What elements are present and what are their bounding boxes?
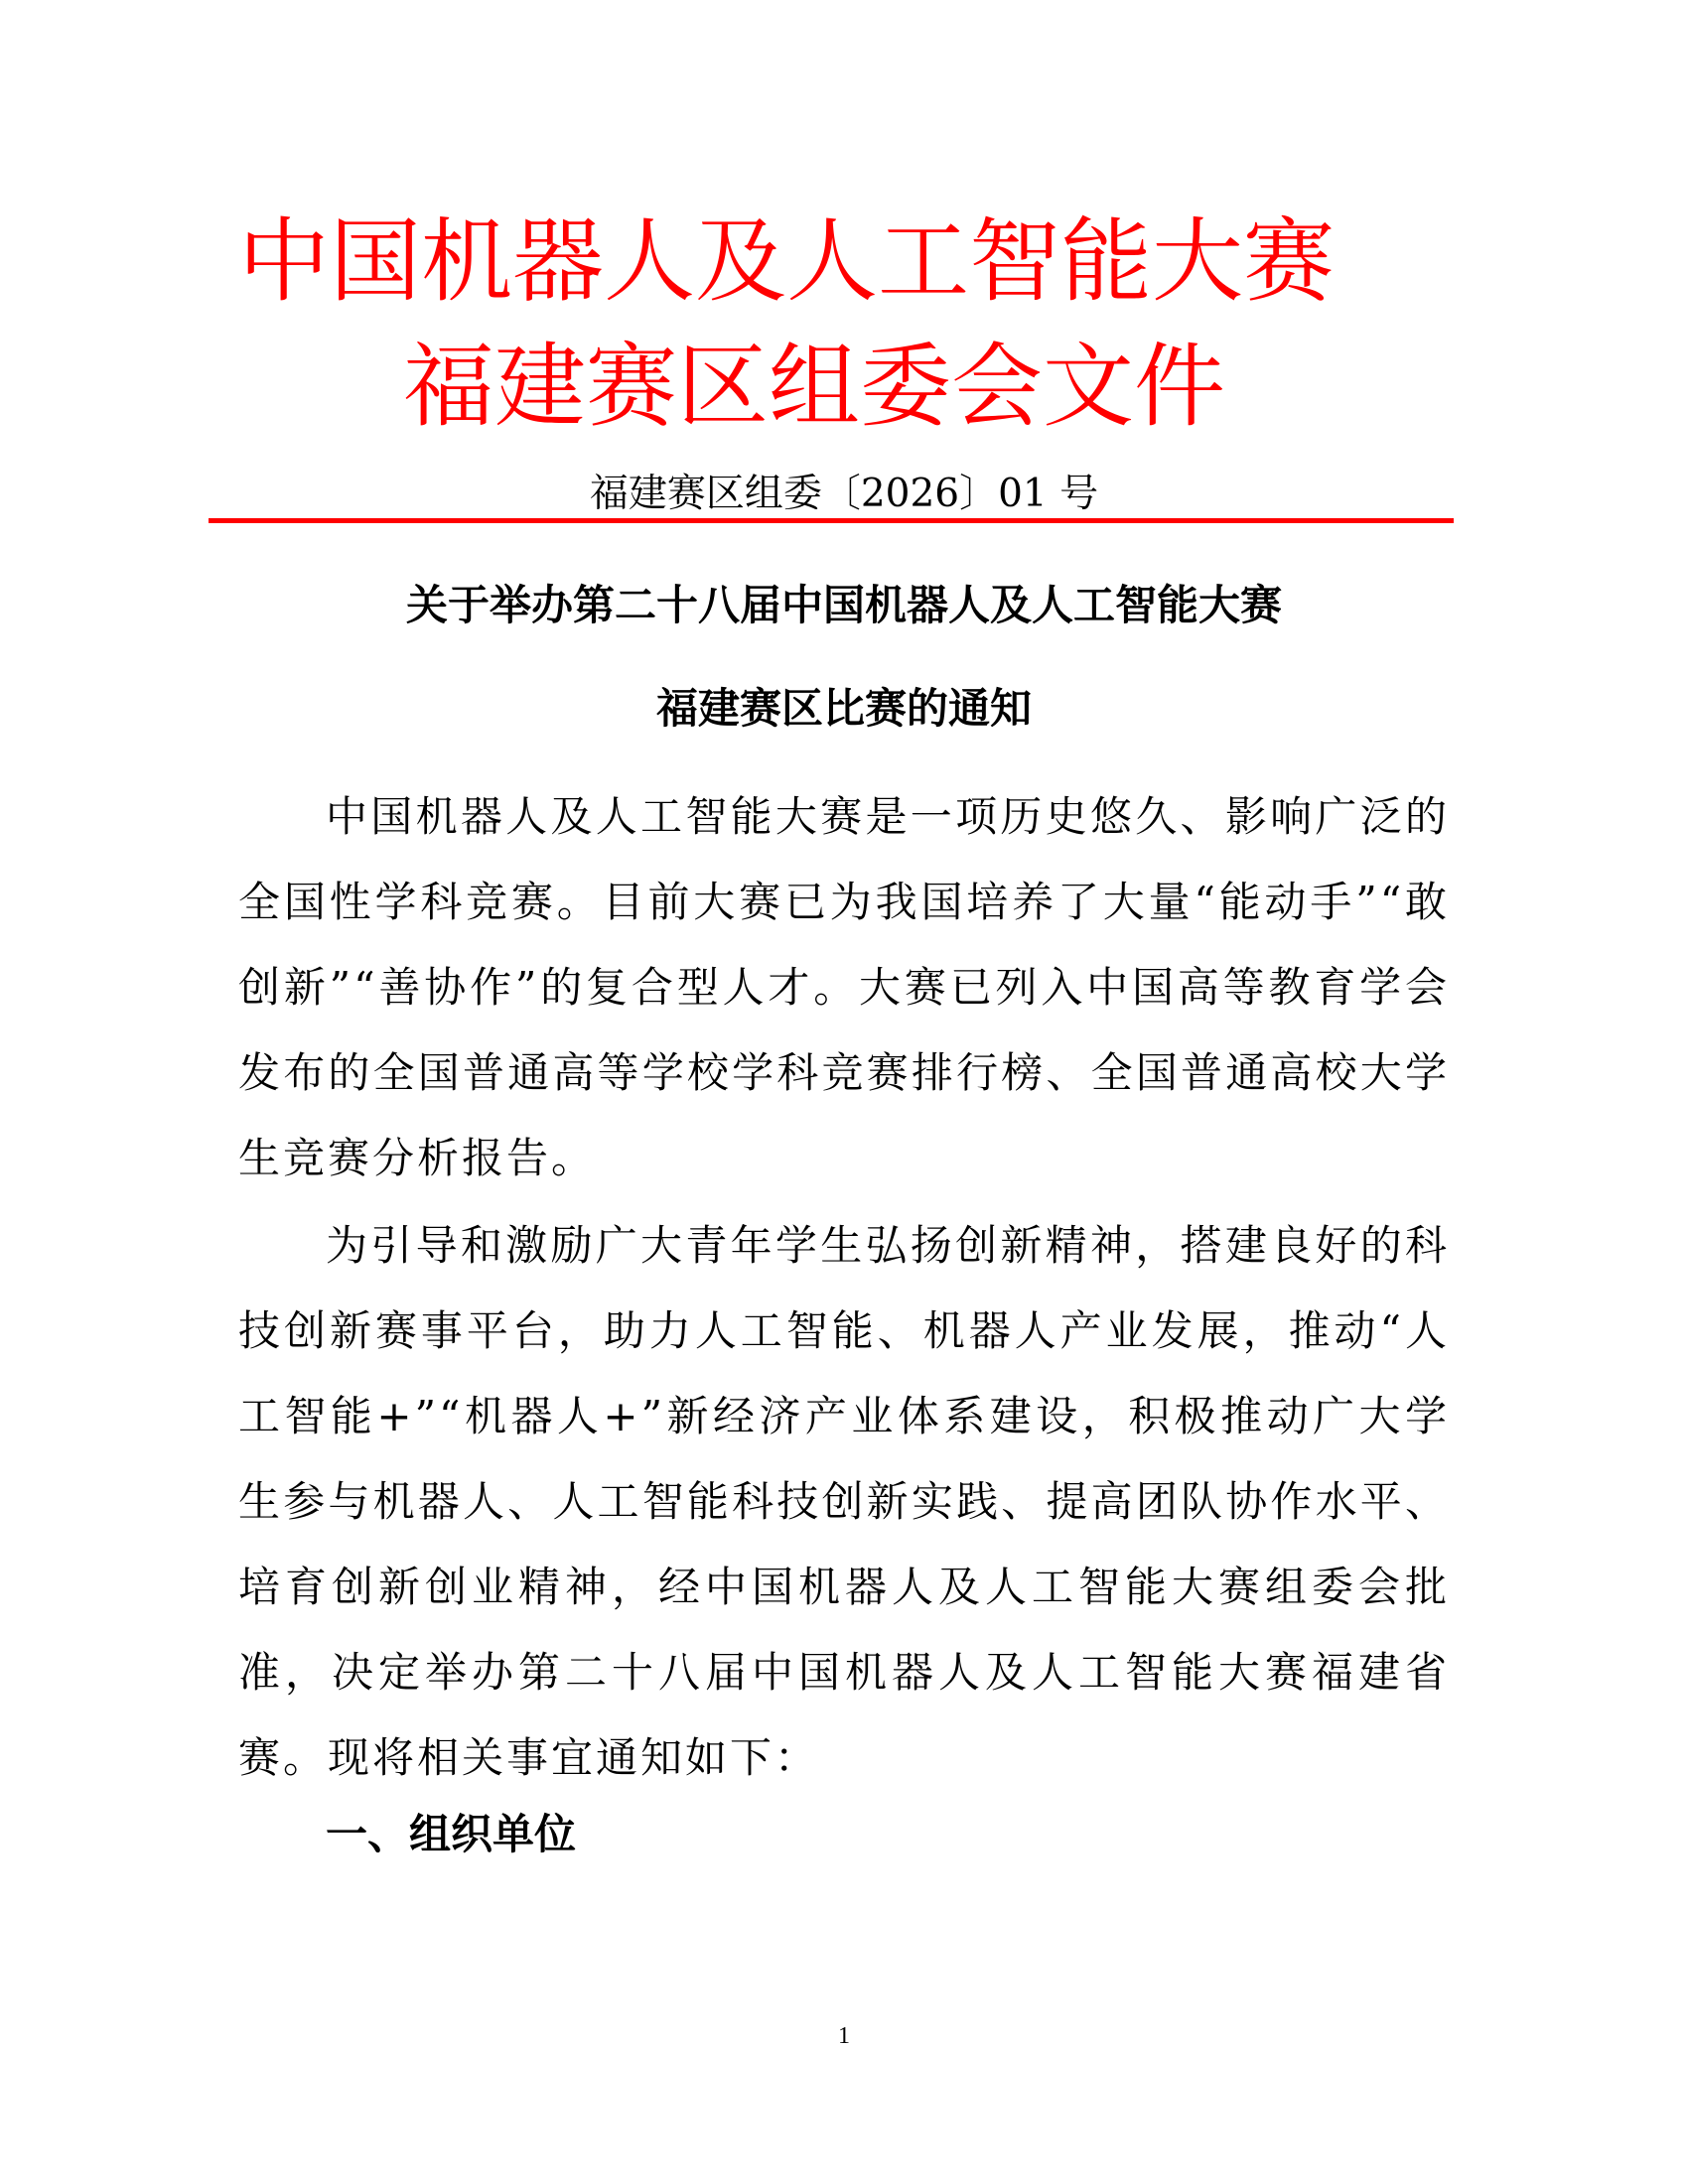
letterhead-title-line1: 中国机器人及人工智能大赛 (238, 208, 1336, 315)
notice-title-line1: 关于举办第二十八届中国机器人及人工智能大赛 (405, 581, 1282, 629)
document-number: 福建赛区组委〔2026〕01 号 (589, 472, 1099, 516)
section-heading-organizers: 一、组织单位 (326, 1810, 577, 1858)
notice-title-line2: 福建赛区比赛的通知 (655, 684, 1032, 733)
body-paragraph-2: 为引导和激励广大青年学生弘扬创新精神，搭建良好的科技创新赛事平台，助力人工智能、机器人产业发展，推动“人工智能+”“机器人+”新经济产业体系建设，积极推动广大学生参与机器人、人工智能科技创新实践、提高团队协作水平、培育创新创业精神，经中国机器人及人工智能大赛组委会批准，决定举办第二十八届中国机器人及人工智能大赛福建省赛。现将相关事宜通知如下： (238, 1221, 1450, 1782)
letterhead-title-line2: 福建赛区组委会文件 (403, 334, 1226, 440)
red-divider-line (209, 518, 1454, 523)
page-number: 1 (838, 2023, 850, 2049)
body-paragraph-1: 中国机器人及人工智能大赛是一项历史悠久、影响广泛的全国性学科竞赛。目前大赛已为我国培养了大量“能动手”“敢创新”“善协作”的复合型人才。大赛已列入中国高等教育学会发布的全国普通高等学校学科竞赛排行榜、全国普通高校大学生竞赛分析报告。 (238, 792, 1450, 1182)
